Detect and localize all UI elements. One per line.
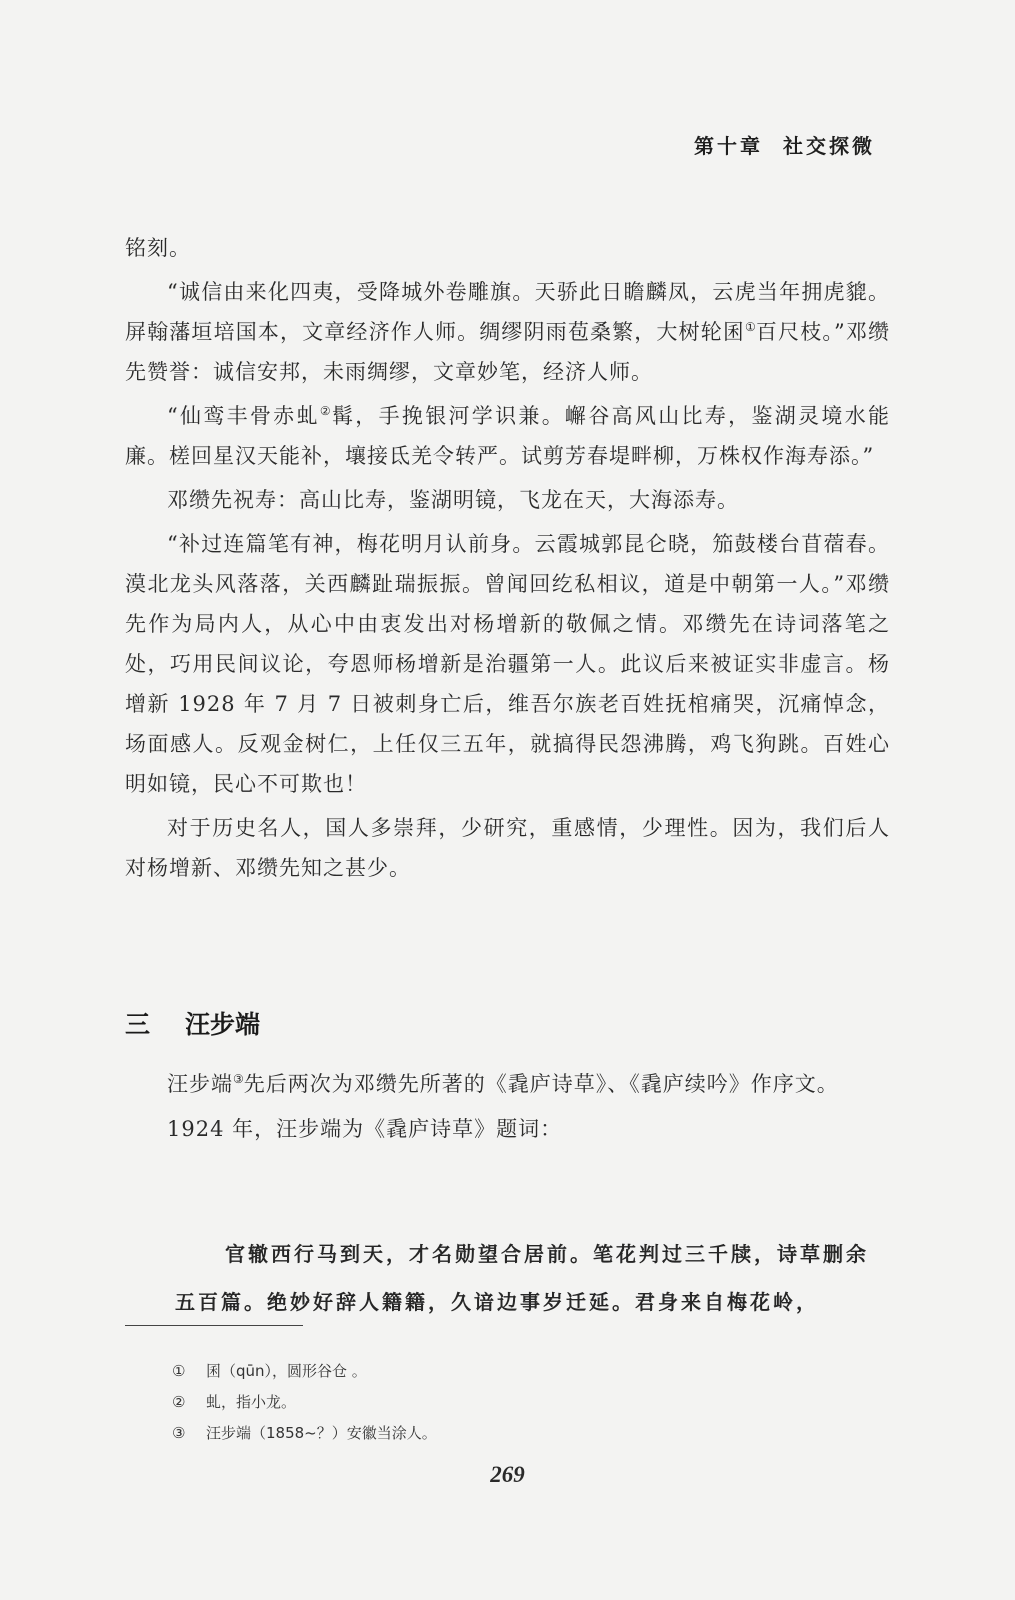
footnote: ③ 汪步端（1858~？）安徽当涂人。 bbox=[172, 1424, 437, 1442]
section-number: 三 bbox=[125, 1010, 151, 1039]
footnote-ref[interactable]: ③ bbox=[233, 1072, 244, 1086]
footnote: ① 囷（qūn），圆形谷仓 。 bbox=[172, 1362, 367, 1380]
paragraph: “补过连篇笔有神，梅花明月认前身。云霞城郭昆仑晓，笳鼓楼台苜蓿春。漠北龙头风落落，关西麟趾瑞振振。曾闻回纥私相议，道是中朝第一人。”邓缵先作为局内人，从心中由衷发出对杨增新的敬佩之情。邓缵先在诗词落笔之处，巧用民间议论，夸恩师杨增新是治疆第一人。此议后来被证实非虚言。杨增新 1928 年 7 月 7 日被刺身亡后，维吾尔族老百姓抚棺痛哭，沉痛悼念，场面感人。反观金树仁，上任仅三五年，就搞得民怨沸腾，鸡飞狗跳。百姓心明如镜，民心不可欺也！ bbox=[125, 532, 890, 796]
section-title: 汪步端 bbox=[185, 1010, 261, 1039]
paragraph: 汪步端③先后两次为邓缵先所著的《毳庐诗草》、《毳庐续吟》作序文。 bbox=[167, 1072, 839, 1096]
paragraph: 铭刻。 bbox=[125, 236, 191, 260]
footnote: ② 虬，指小龙。 bbox=[172, 1393, 297, 1411]
paragraph: “诚信由来化四夷，受降城外卷雕旗。天骄此日瞻麟凤，云虎当年拥虎貔。屏翰藩垣培国本，文章经济作人师。绸缪阴雨苞桑繁，大树轮囷①百尺枝。”邓缵先赞誉：诚信安邦，未雨绸缪，文章妙笔，经济人师。 bbox=[125, 280, 890, 384]
poem-quote: 官辙西行马到天，才名勋望合居前。笔花判过三千牍，诗草删余五百篇。绝妙好辞人籍籍，久谙边事岁迁延。君身来自梅花岭， bbox=[175, 1242, 869, 1314]
page-number: 269 bbox=[490, 1462, 525, 1487]
running-head bbox=[694, 130, 875, 159]
paragraph: 邓缵先祝寿：高山比寿，鉴湖明镜，飞龙在天，大海添寿。 bbox=[167, 488, 739, 512]
paragraph: 对于历史名人，国人多崇拜，少研究，重感情，少理性。因为，我们后人对杨增新、邓缵先知之甚少。 bbox=[125, 816, 890, 880]
main-text bbox=[125, 228, 890, 892]
section-text bbox=[125, 1062, 890, 1152]
footnote-ref[interactable]: ② bbox=[319, 404, 332, 418]
paragraph: “仙鸾丰骨赤虬②髯，手挽银河学识兼。嶰谷高风山比寿，鉴湖灵境水能廉。槎回星汉天能补，壤接氐羌令转严。试剪芳春堤畔柳，万株权作海寿添。” bbox=[125, 404, 891, 468]
section-heading bbox=[125, 1005, 260, 1041]
chapter-title: 社交探微 bbox=[783, 134, 875, 158]
footnotes bbox=[172, 1356, 437, 1449]
footnote-ref[interactable]: ① bbox=[745, 320, 756, 334]
chapter-label: 第十章 bbox=[694, 134, 763, 158]
paragraph: 1924 年，汪步端为《毳庐诗草》题词： bbox=[167, 1117, 563, 1141]
footnote-divider bbox=[125, 1325, 303, 1326]
